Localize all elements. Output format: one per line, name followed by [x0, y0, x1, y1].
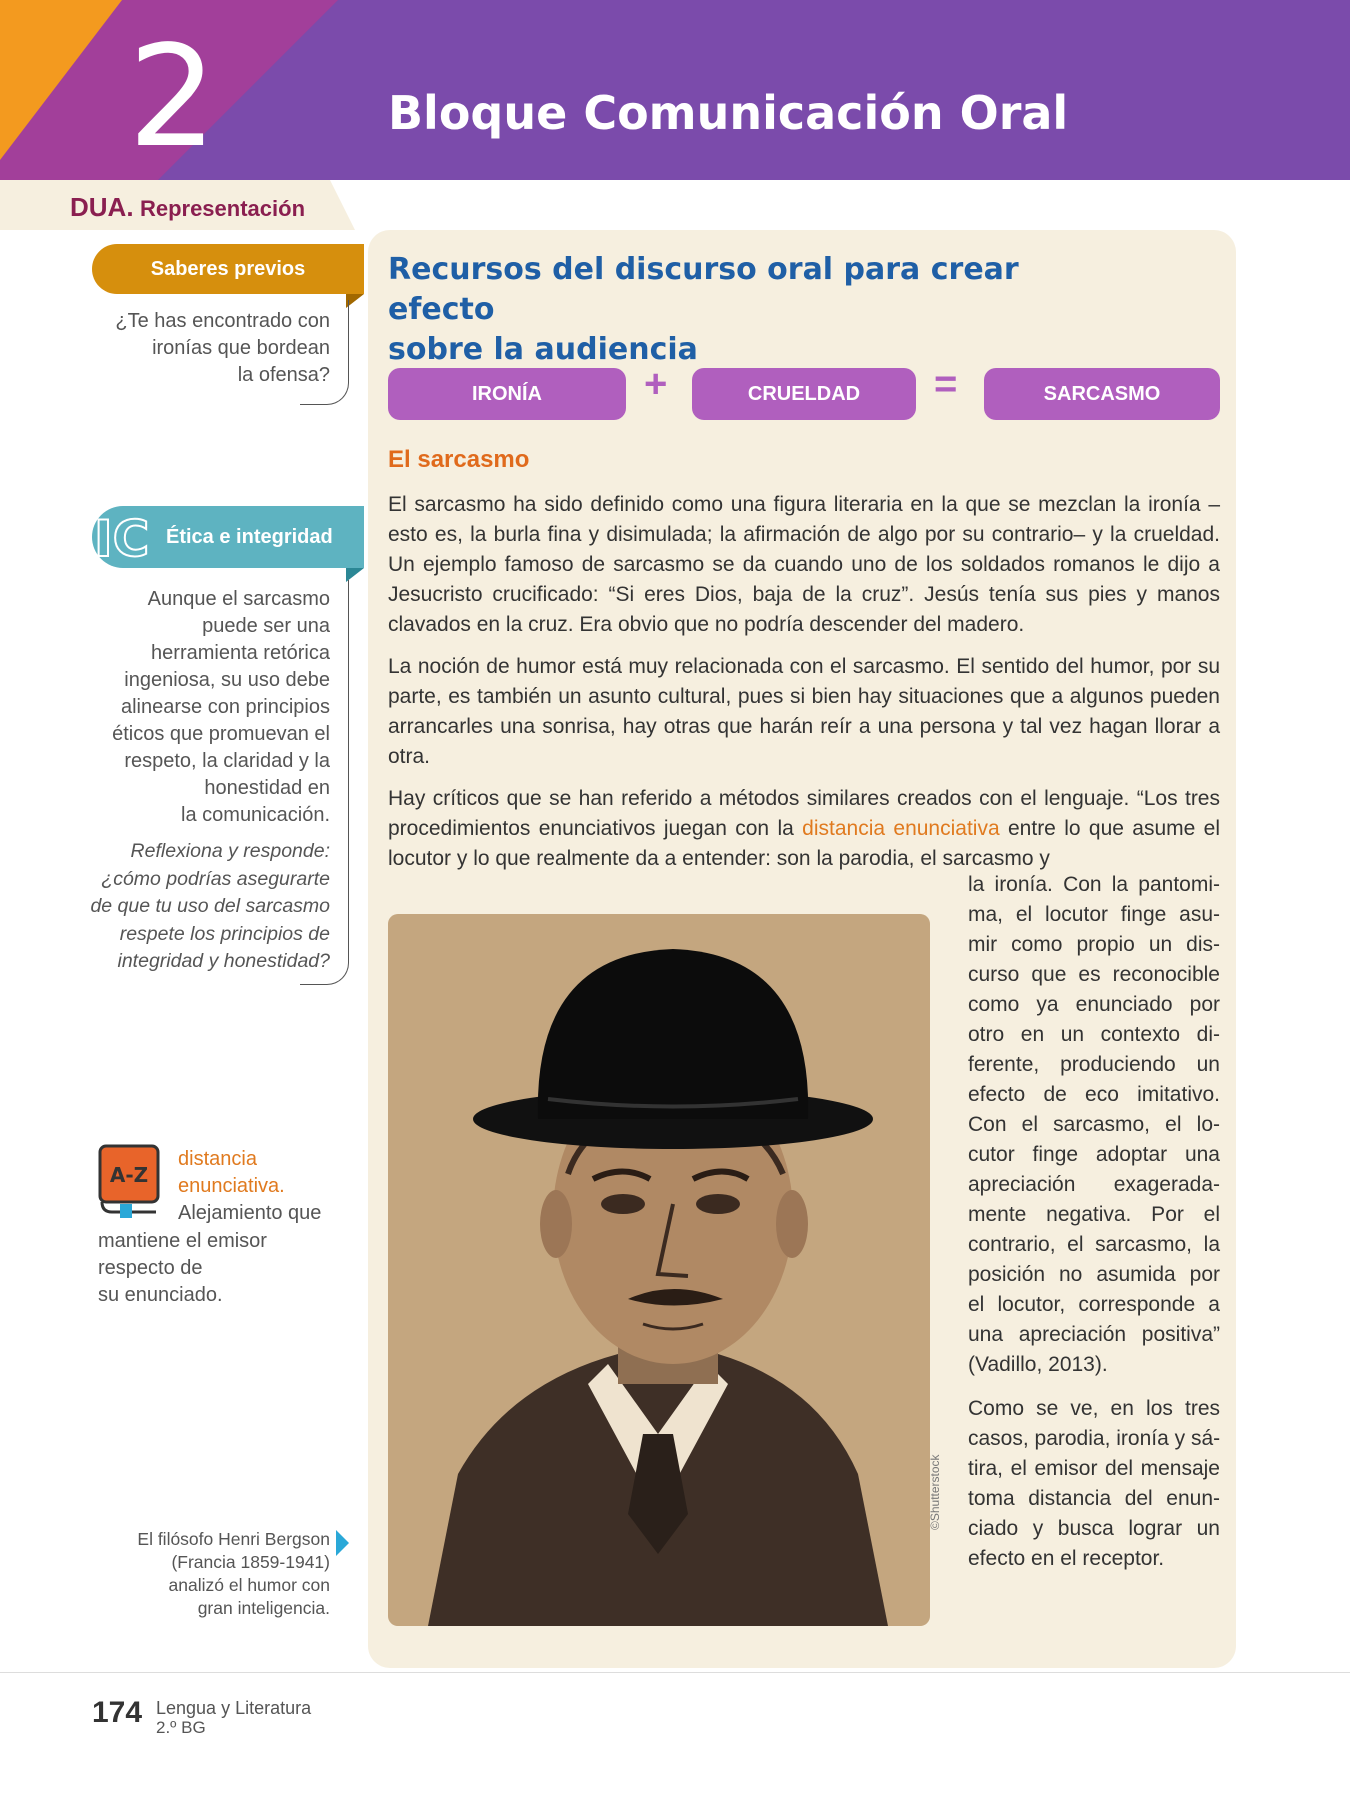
text-line: honestidad en [204, 777, 330, 799]
title-line: sobre la audiencia [388, 332, 698, 367]
paragraph-humor: La noción de humor está muy relacionada con el sarcasmo. El sentido del humor, por su parte, es también un asunto cultural, pues si bien hay situaciones que a algunos pueden arrancarles una sonrisa, hay otras que harán reír a una persona y tal vez hagan llorar a otra. [388, 655, 1220, 768]
text-line: herramienta retórica [151, 642, 330, 664]
text-line: efecto de eco imitativo. [968, 1083, 1220, 1106]
footer-divider [0, 1672, 1350, 1673]
page-number: 174 [92, 1696, 143, 1729]
text-line: contrario, el sarcasmo, la [968, 1233, 1220, 1256]
henri-bergson-portrait [388, 914, 930, 1626]
text-line: puede ser una [202, 615, 330, 637]
dua-value: Representación [139, 196, 306, 221]
text-line: Reflexiona y responde: [130, 840, 330, 862]
text-line: mantiene el emisor [98, 1230, 267, 1252]
block-title: Bloque Comunicación Oral [388, 86, 1069, 140]
text-line: respete los principios de [119, 922, 330, 945]
text-line: ferente, produciendo un [968, 1053, 1220, 1076]
text-line: ¿Te has encontrado con [115, 310, 330, 332]
image-caption [118, 1528, 330, 1620]
equation-term-crueldad: CRUELDAD [692, 368, 916, 420]
text-line: analizó el humor con [168, 1575, 330, 1595]
text-line: como ya enunciado por [968, 993, 1220, 1016]
text-line: Con el sarcasmo, el lo- [968, 1113, 1220, 1136]
text-line: Como se ve, en los tres [968, 1397, 1220, 1420]
text-line: El filósofo Henri Bergson [137, 1529, 330, 1549]
text-line: ingeniosa, su uso debe [124, 669, 330, 691]
equation-result-sarcasmo: SARCASMO [984, 368, 1220, 420]
text-line: el locutor, corresponde a [968, 1293, 1220, 1316]
subsection-title: El sarcasmo [388, 446, 530, 473]
text-line: respeto, la claridad y la [124, 750, 330, 772]
equals-sign: = [934, 362, 958, 406]
glossary-term [178, 1146, 285, 1200]
etica-integridad-title: Ética e integridad [166, 526, 333, 548]
text-line: curso que es reconocible [968, 963, 1220, 986]
section-title [388, 250, 1108, 370]
text-line: enunciativa. [178, 1175, 285, 1197]
text-run: entre lo que asume el locutor y lo que realmente da a entender: son la parodia, el sarcasmo y [388, 817, 1221, 870]
az-icon-text: A-Z [109, 1163, 149, 1187]
text-line: ma, el locutor finge asu- [968, 903, 1220, 926]
dua-label [70, 192, 305, 223]
text-line: toma distancia del enun- [968, 1487, 1220, 1510]
text-line: éticos que promuevan el [112, 723, 330, 745]
etica-reflexion-question [86, 838, 330, 976]
saberes-previos-question [100, 308, 330, 389]
etica-integridad-text [90, 586, 330, 829]
glossary-book-icon [98, 1144, 160, 1218]
text-line: efecto en el receptor. [968, 1547, 1165, 1570]
block-number: 2 [128, 16, 218, 179]
text-line: tira, el emisor del mensaje [968, 1457, 1220, 1480]
text-line: (Vadillo, 2013). [968, 1353, 1108, 1376]
text-line: mir como propio un dis- [968, 933, 1220, 956]
glossary-definition-first: Alejamiento que [178, 1202, 322, 1224]
text-line: de que tu uso del sarcasmo [90, 895, 330, 917]
text-line: ciado y busca lograr un [968, 1517, 1220, 1540]
ic-icon [92, 510, 158, 564]
dua-prefix: DUA. [70, 192, 134, 222]
ic-icon-text: IC [94, 510, 150, 564]
text-line: ¿cómo podrías asegurarte [101, 867, 330, 890]
text-line: alinearse con principios [120, 696, 330, 718]
text-line: casos, parodia, ironía y sá- [968, 1427, 1221, 1450]
image-credit: ©Shutterstock [928, 1454, 942, 1530]
text-line: gran inteligencia. [197, 1598, 330, 1618]
text-run: Hay críticos que se han referido a métodos similares creados con el lenguaje. “Los tres procedimientos enunciativos juegan con la [388, 787, 1220, 840]
glossary-definition [98, 1228, 318, 1309]
text-line: la ironía. Con la pantomi- [968, 873, 1220, 896]
text-line: ironías que bordean [152, 337, 330, 359]
footer-subject: Lengua y Literatura [156, 1698, 312, 1718]
text-line: (Francia 1859-1941) [171, 1552, 330, 1572]
text-line: respecto de [98, 1257, 203, 1279]
text-line: otro en un contexto di- [968, 1023, 1220, 1046]
equation-term-ironia: IRONÍA [388, 368, 626, 420]
text-line: apreciación exagerada- [968, 1173, 1220, 1196]
title-line: Recursos del discurso oral para crear efecto [388, 252, 1019, 327]
footer-grade: 2.º BG [156, 1718, 206, 1737]
saberes-previos-tab [92, 244, 364, 294]
highlighted-term: distancia enunciativa [802, 817, 1000, 840]
text-line: mente negativa. Por el [968, 1203, 1220, 1226]
text-line: cutor finge adoptar una [968, 1143, 1220, 1166]
paragraph-definition: El sarcasmo ha sido definido como una figura literaria en la que se mezclan la ironía –esto es, la burla fina y disimulada; la afirmación de algo por su contrario– y la crueldad. Un ejemplo famoso de sarcasmo se da cuando uno de los soldados romanos le dijo a Jesucristo crucificado: “Si eres Dios, baja de la cruz”. Jesús tenía sus pies y manos clavados en la cruz. Era obvio que no podría descender del madero. [388, 493, 1220, 636]
text-line: la ofensa? [237, 364, 330, 386]
text-line: posición no asumida por [968, 1263, 1220, 1286]
text-line: integridad y honestidad? [117, 950, 330, 972]
text-line: distancia [178, 1148, 257, 1170]
plus-sign: + [644, 362, 668, 406]
text-line: una apreciación positiva” [968, 1323, 1220, 1346]
text-line: la comunicación. [181, 804, 330, 826]
caption-arrow-icon [336, 1530, 349, 1556]
text-line: Aunque el sarcasmo [147, 588, 330, 610]
text-line: su enunciado. [98, 1284, 223, 1306]
paragraph-critics [388, 784, 1220, 874]
saberes-previos-title: Saberes previos [150, 257, 306, 280]
